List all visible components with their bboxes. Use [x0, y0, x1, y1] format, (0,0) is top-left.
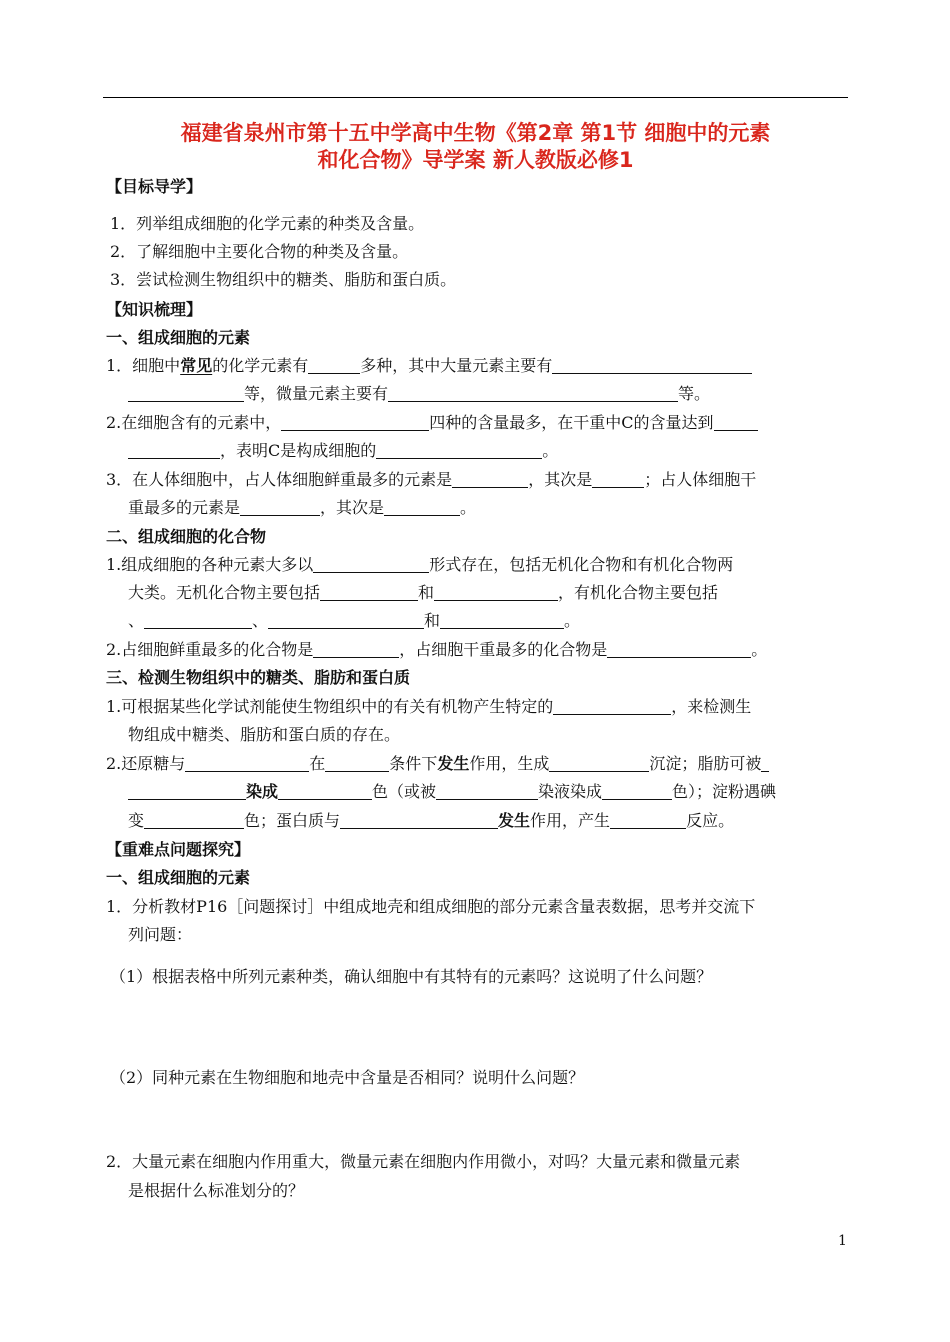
- blank-field[interactable]: [610, 812, 686, 829]
- k1-q3-line1: [106, 470, 756, 490]
- text: 色；蛋白质与: [244, 811, 341, 830]
- blank-field[interactable]: [144, 612, 252, 629]
- page-number: 1: [838, 1233, 847, 1249]
- k2-q2-line: [106, 640, 767, 660]
- emphasis-text: 常见: [180, 356, 213, 375]
- blank-field[interactable]: [128, 385, 244, 402]
- k3-q1-line2: 物组成中糖类、脂肪和蛋白质的存在。: [128, 725, 401, 744]
- blank-field[interactable]: [340, 812, 498, 829]
- blank-field[interactable]: [553, 698, 671, 715]
- blank-field[interactable]: [376, 442, 542, 459]
- e1-q2-line1: 2．大量元素在细胞内作用重大，微量元素在细胞内作用微小，对吗？大量元素和微量元素: [106, 1152, 741, 1171]
- k1-q1-line2: [128, 384, 710, 404]
- e1-q1-line1: 1．分析教材P16［问题探讨］中组成地壳和组成细胞的部分元素含量表数据，思考并交流下: [106, 897, 756, 916]
- blank-field[interactable]: [185, 755, 309, 772]
- text: 、: [128, 611, 145, 630]
- blank-field[interactable]: [552, 357, 752, 374]
- k2-q1-line1: [106, 555, 733, 575]
- text: ，来检测生: [671, 697, 752, 716]
- text: ，占细胞干重最多的化合物是: [399, 640, 608, 659]
- k3-q2-line3: [128, 811, 734, 831]
- emphasis-text: 发生: [437, 754, 470, 773]
- blank-field[interactable]: [308, 357, 360, 374]
- text: 变: [128, 811, 145, 830]
- text: 重最多的元素是: [128, 498, 241, 517]
- text: 。: [542, 441, 559, 460]
- k2-header: 二、组成细胞的化合物: [106, 527, 267, 546]
- blank-field[interactable]: [384, 499, 460, 516]
- text: 作用，产生: [530, 811, 611, 830]
- text: 大类。无机化合物主要包括: [128, 583, 321, 602]
- text: 。: [460, 498, 477, 517]
- text: 1．细胞中: [106, 356, 181, 375]
- k3-q2-line1: [106, 754, 769, 774]
- text: 等。: [678, 384, 711, 403]
- emphasis-text: 发生: [498, 811, 531, 830]
- blank-field[interactable]: [434, 584, 558, 601]
- blank-field[interactable]: [602, 783, 672, 800]
- k2-q1-line2: [128, 583, 718, 603]
- blank-field[interactable]: [278, 783, 372, 800]
- e1-header: 一、组成细胞的元素: [106, 868, 251, 887]
- k1-q1-line1: [106, 356, 752, 376]
- blank-field[interactable]: [268, 612, 424, 629]
- text: 作用，生成: [469, 754, 550, 773]
- text: 和: [418, 583, 435, 602]
- blank-field[interactable]: [592, 471, 644, 488]
- text: 1.组成细胞的各种元素大多以: [106, 555, 314, 574]
- blank-field[interactable]: [313, 556, 429, 573]
- text: ，其次是: [320, 498, 385, 517]
- goal-item-3: 3．尝试检测生物组织中的糖类、脂肪和蛋白质。: [110, 270, 457, 289]
- blank-field[interactable]: [607, 641, 751, 658]
- emphasis-text: 染成: [246, 782, 279, 801]
- text: 和: [424, 611, 441, 630]
- e1-sub-question-2: （2）同种元素在生物细胞和地壳中含量是否相同？说明什么问题？: [110, 1068, 585, 1087]
- goal-header: 【目标导学】: [106, 177, 203, 196]
- text: 在: [309, 754, 326, 773]
- blank-field[interactable]: [313, 641, 399, 658]
- text: ；占人体细胞干: [644, 470, 757, 489]
- text: 色）；淀粉遇碘: [672, 782, 777, 801]
- k3-q2-line2: [128, 782, 776, 802]
- e1-sub-question-1: （1）根据表格中所列元素种类，确认细胞中有其特有的元素吗？这说明了什么问题？: [110, 967, 713, 986]
- blank-field[interactable]: [436, 783, 538, 800]
- text: 条件下: [389, 754, 438, 773]
- knowledge-header: 【知识梳理】: [106, 300, 203, 319]
- goal-item-2: 2．了解细胞中主要化合物的种类及含量。: [110, 242, 409, 261]
- blank-field[interactable]: [549, 755, 649, 772]
- text: 多种，其中大量元素主要有: [360, 356, 553, 375]
- blank-field[interactable]: [240, 499, 320, 516]
- blank-field[interactable]: [761, 755, 769, 772]
- text: 的化学元素有: [212, 356, 309, 375]
- text: 1.可根据某些化学试剂能使生物组织中的有关有机物产生特定的: [106, 697, 554, 716]
- k3-header: 三、检测生物组织中的糖类、脂肪和蛋白质: [106, 668, 411, 687]
- blank-field[interactable]: [388, 385, 678, 402]
- blank-field[interactable]: [128, 783, 246, 800]
- e1-q1-line2: 列问题：: [128, 925, 193, 944]
- text: ，表明C是构成细胞的: [220, 441, 377, 460]
- k3-q1-line1: [106, 697, 751, 717]
- text: ，有机化合物主要包括: [558, 583, 719, 602]
- blank-field[interactable]: [452, 471, 528, 488]
- text: ，其次是: [528, 470, 593, 489]
- text: 2.占细胞鲜重最多的化合物是: [106, 640, 314, 659]
- text: 3．在人体细胞中，占人体细胞鲜重最多的元素是: [106, 470, 453, 489]
- e1-q2-line2: 是根据什么标准划分的？: [128, 1181, 305, 1200]
- explore-header: 【重难点问题探究】: [106, 840, 251, 859]
- text: 形式存在，包括无机化合物和有机化合物两: [429, 555, 734, 574]
- blank-field[interactable]: [281, 414, 429, 431]
- header-rule: [103, 97, 848, 98]
- text: 反应。: [686, 811, 735, 830]
- text: 。: [751, 640, 768, 659]
- blank-field[interactable]: [128, 442, 220, 459]
- text: 、: [252, 611, 269, 630]
- text: 等，微量元素主要有: [244, 384, 389, 403]
- doc-title-line2: 和化合物》导学案 新人教版必修1: [317, 148, 634, 172]
- blank-field[interactable]: [144, 812, 244, 829]
- blank-field[interactable]: [325, 755, 389, 772]
- k2-q1-line3: [128, 611, 580, 631]
- k1-header: 一、组成细胞的元素: [106, 328, 251, 347]
- blank-field[interactable]: [714, 414, 758, 431]
- goal-item-1: 1．列举组成细胞的化学元素的种类及含量。: [110, 214, 425, 233]
- doc-title-line1: 福建省泉州市第十五中学高中生物《第2章 第1节 细胞中的元素: [180, 121, 771, 145]
- blank-field[interactable]: [320, 584, 418, 601]
- blank-field[interactable]: [440, 612, 564, 629]
- text: 2.还原糖与: [106, 754, 186, 773]
- text: 2.在细胞含有的元素中，: [106, 413, 282, 432]
- text: 四种的含量最多，在干重中C的含量达到: [429, 413, 714, 432]
- text: 染液染成: [538, 782, 603, 801]
- text: 色（或被: [372, 782, 437, 801]
- k1-q2-line2: [128, 441, 558, 461]
- k1-q2-line1: [106, 413, 758, 433]
- text: 沉淀；脂肪可被: [649, 754, 762, 773]
- text: 。: [564, 611, 581, 630]
- k1-q3-line2: [128, 498, 476, 518]
